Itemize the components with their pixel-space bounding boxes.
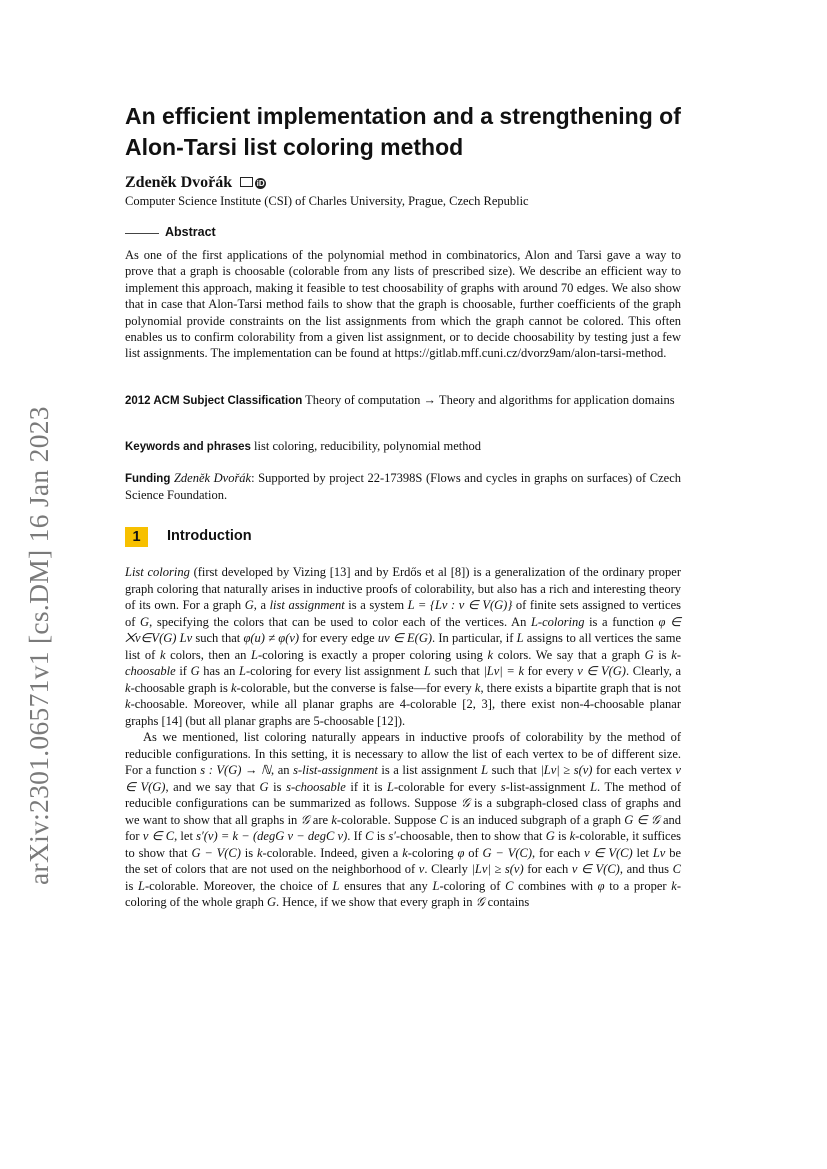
math-or-emphasis-run: |Lv| ≥ s(v)	[471, 862, 524, 876]
text-run: to a proper	[604, 878, 672, 893]
text-run: . Clearly, a	[625, 664, 682, 678]
text-run: -coloring	[407, 845, 458, 860]
text-run: , specifying the colors that can be used to color each of the vertices. An	[149, 614, 531, 629]
math-or-emphasis-run: k	[230, 680, 237, 695]
math-or-emphasis-run: C	[439, 812, 448, 827]
text-run: is a list assignment	[377, 763, 482, 777]
envelope-icon[interactable]	[240, 177, 253, 187]
text-run: . If	[347, 829, 366, 843]
section-title: Introduction	[167, 528, 252, 544]
text-run: . Clearly	[424, 862, 472, 876]
math-or-emphasis-run: G	[259, 779, 269, 794]
text-run: colors, then an	[165, 647, 252, 662]
text-run: for every	[524, 664, 578, 678]
arxiv-identifier-stamp: arXiv:2301.06571v1 [cs.DM] 16 Jan 2023	[23, 406, 54, 885]
math-or-emphasis-run: φ	[597, 878, 605, 893]
text-run: -coloring of the whole graph	[125, 878, 681, 909]
text-run: of finite sets assigned to vertices of	[125, 598, 681, 629]
text-run: has an	[199, 664, 240, 678]
funding-person: Zdeněk Dvořák	[173, 471, 252, 485]
math-or-emphasis-run: v ∈ C	[142, 829, 175, 843]
math-or-emphasis-run: s′	[388, 829, 396, 843]
text-run: is	[373, 829, 389, 843]
math-or-emphasis-run: k	[331, 812, 337, 827]
acm-label: 2012 ACM Subject Classification	[125, 395, 303, 407]
math-or-emphasis-run: s	[500, 779, 506, 794]
math-or-emphasis-run: G − V(C)	[191, 845, 241, 860]
math-or-emphasis-run: L	[251, 647, 258, 662]
math-or-emphasis-run: s′(v) = k − (degG v − degC v)	[196, 829, 348, 843]
math-or-emphasis-run: L	[432, 878, 440, 893]
funding-label: Funding	[125, 473, 171, 485]
math-or-emphasis-run: L	[590, 779, 598, 794]
section-number: 1	[125, 527, 148, 547]
funding-block	[125, 470, 681, 504]
text-run: -coloring for every list assignment	[245, 664, 424, 678]
math-or-emphasis-run: 𝒢	[300, 812, 310, 827]
paper-title: An efficient implementation and a strengthening of Alon-Tarsi list coloring method	[125, 103, 681, 160]
math-or-emphasis-run: k	[159, 647, 166, 662]
text-run: -choosable. Moreover, while all planar graphs are 4-colorable [2, 3], there exist non-4-choosable planar graphs [14] (but all planar graphs are 5-choosable [12]).	[125, 697, 681, 728]
keywords-label: Keywords and phrases	[125, 441, 251, 453]
text-run: -colorable. Moreover, the choice of	[145, 878, 333, 893]
math-or-emphasis-run: |Lv| = k	[483, 664, 524, 678]
math-or-emphasis-run: L	[481, 763, 489, 777]
author-icons	[240, 178, 266, 189]
text-run: -colorable, it suffices to show that	[125, 829, 682, 860]
math-or-emphasis-run: s-list-assignment	[293, 763, 378, 777]
text-run: is	[240, 845, 257, 860]
math-or-emphasis-run: L	[239, 664, 246, 678]
math-or-emphasis-run: k	[474, 680, 481, 695]
text-run: for each vertex	[592, 763, 676, 777]
paragraph	[125, 729, 681, 911]
math-or-emphasis-run: G − V(C)	[482, 845, 532, 860]
text-run: -coloring of	[439, 878, 506, 893]
math-or-emphasis-run: k	[487, 647, 494, 662]
text-run: is	[653, 647, 672, 662]
text-run: -colorable for every	[394, 779, 501, 794]
math-or-emphasis-run: L	[516, 631, 524, 645]
funding-text: : Supported by project 22-17398S (Flows and cycles in graphs on surfaces) of Czech Science Foundation.	[125, 471, 681, 503]
text-run: if	[175, 664, 191, 678]
text-run: let	[632, 845, 653, 860]
keywords-text: list coloring, reducibility, polynomial method	[254, 439, 481, 453]
text-run: is an induced subgraph of a graph	[447, 812, 625, 827]
paragraph	[125, 564, 681, 729]
text-run: , and we say that	[165, 779, 260, 794]
text-run: such that	[488, 763, 541, 777]
text-run: -choosable, then to show that	[395, 829, 546, 843]
text-run: -colorable. Suppose	[336, 812, 440, 827]
text-run: for every edge	[299, 631, 378, 645]
math-or-emphasis-run: s : V(G) → ℕ	[200, 763, 272, 777]
text-run: , and thus	[619, 862, 673, 876]
math-or-emphasis-run: G	[140, 614, 150, 629]
text-run: . In particular, if	[432, 631, 517, 645]
author-line	[125, 174, 266, 192]
abstract-label: Abstract	[165, 225, 216, 239]
text-run: is	[125, 878, 139, 893]
math-or-emphasis-run: φ(u) ≠ φ(v)	[243, 631, 300, 645]
math-or-emphasis-run: L-coloring	[530, 614, 585, 629]
text-run: are	[309, 812, 332, 827]
text-run: of	[464, 845, 483, 860]
text-run: and for	[125, 812, 681, 843]
text-run: As we mentioned, list coloring naturally appears in inductive proofs of colorability by the method of reducible configurations. In this setting, it is necessary to allow the list of each vertex to be of different size. For a function	[125, 730, 681, 777]
text-run: , an	[271, 763, 294, 777]
math-or-emphasis-run: L	[332, 878, 340, 893]
text-run: -list-assignment	[505, 779, 591, 794]
math-or-emphasis-run: |Lv| ≥ s(v)	[540, 763, 593, 777]
math-or-emphasis-run: φ ∈ ⨉v∈V(G) Lv	[125, 614, 681, 645]
text-run: -choosable graph is	[130, 680, 231, 695]
text-run: assigns to all vertices the same list of	[125, 631, 682, 662]
orcid-icon[interactable]: iD	[256, 179, 265, 188]
math-or-emphasis-run: 𝒢	[460, 796, 470, 810]
text-run: is a function	[584, 614, 659, 629]
text-run: such that	[430, 664, 484, 678]
text-run: -colorable, but the converse is false—for every	[236, 680, 475, 695]
math-or-emphasis-run: G	[644, 647, 654, 662]
math-or-emphasis-run: k-choosable	[125, 647, 681, 678]
math-or-emphasis-run: s-choosable	[286, 779, 346, 794]
math-or-emphasis-run: C	[365, 829, 374, 843]
text-run: for each	[523, 862, 572, 876]
math-or-emphasis-run: List coloring	[125, 565, 190, 579]
keywords-block	[125, 438, 681, 455]
math-or-emphasis-run: φ	[457, 845, 465, 860]
introduction-body	[125, 564, 681, 911]
text-run: , there exists a bipartite graph that is not	[480, 680, 681, 695]
text-run: colors. We say that a graph	[493, 647, 645, 662]
math-or-emphasis-run: k	[569, 829, 576, 843]
math-or-emphasis-run: v ∈ V(G)	[577, 664, 626, 678]
text-run: . The method of reducible configurations can be summarized as follows. Suppose	[125, 779, 681, 810]
text-run: ensures that any	[339, 878, 433, 893]
text-run: is	[268, 779, 287, 794]
text-run: such that	[192, 631, 244, 645]
math-or-emphasis-run: L	[387, 779, 394, 794]
text-run: -colorable. Indeed, given a	[262, 845, 403, 860]
abstract-heading	[125, 225, 681, 241]
math-or-emphasis-run: k	[256, 845, 263, 860]
text-run: if it is	[345, 779, 388, 794]
math-or-emphasis-run: G ∈ 𝒢	[624, 812, 660, 827]
text-run: , for each	[532, 845, 585, 860]
abstract-text: As one of the first applications of the polynomial method in combinatorics, Alon and Tarsi gave a way to prove that a graph is choosable (colorable from any lists of prescribed size). We describe an efficient way to implement this approach, making it feasible to test choosability of graphs with around 70 edges. We also show that in case that Alon-Tarsi method fails to show that the graph is choosable, further coefficients of the graph polynomial provide constraints on the list assignments from which the graph cannot be colored. This often enables us to confirm colorability from a given list assignment, or to decide choosability by testing just a few list assignments. The implementation can be found at https://gitlab.mff.cuni.cz/dvorz9am/alon-tarsi-method.	[125, 248, 681, 361]
math-or-emphasis-run: G	[545, 829, 555, 843]
text-run: is a subgraph-closed class of graphs and we want to show that all graphs in	[125, 796, 681, 827]
math-or-emphasis-run: L	[423, 664, 431, 678]
math-or-emphasis-run: v ∈ V(C)	[584, 845, 633, 860]
math-or-emphasis-run: L = {Lv : v ∈ V(G)}	[407, 598, 513, 612]
text-run: . Hence, if we show that every graph in	[276, 895, 476, 909]
math-or-emphasis-run: Lv	[652, 845, 666, 860]
math-or-emphasis-run: C	[505, 878, 514, 893]
text-run: is	[554, 829, 570, 843]
author-affiliation: Computer Science Institute (CSI) of Charles University, Prague, Czech Republic	[125, 194, 529, 208]
math-or-emphasis-run: k	[125, 697, 131, 711]
text-run: (first developed by Vizing [13] and by Erdős et al [8]) is a generalization of the ordinary proper graph coloring that naturally arises in inductive proofs of colorability, but also has a rich and interesting theory of its own. For a graph	[125, 565, 681, 612]
math-or-emphasis-run: G	[190, 664, 200, 678]
text-run: combines with	[513, 878, 598, 893]
math-or-emphasis-run: L	[138, 878, 145, 893]
text-run: be the set of colors that are not used on the neighborhood of	[125, 845, 681, 876]
math-or-emphasis-run: 𝒢	[475, 895, 485, 909]
math-or-emphasis-run: C	[672, 862, 681, 876]
abstract-rule	[125, 233, 159, 234]
math-or-emphasis-run: k	[402, 845, 408, 860]
text-run: , a	[253, 598, 270, 612]
text-run: , let	[174, 829, 197, 843]
math-or-emphasis-run: uv ∈ E(G)	[377, 631, 433, 645]
math-or-emphasis-run: v ∈ V(G)	[125, 763, 681, 794]
math-or-emphasis-run: list assignment	[269, 598, 345, 612]
math-or-emphasis-run: k	[125, 680, 131, 695]
math-or-emphasis-run: G	[244, 598, 254, 612]
math-or-emphasis-run: G	[266, 895, 277, 909]
text-run: -coloring is exactly a proper coloring using	[257, 647, 488, 662]
text-run: contains	[484, 895, 530, 909]
math-or-emphasis-run: v ∈ V(C)	[571, 862, 620, 876]
math-or-emphasis-run: v	[418, 862, 425, 876]
math-or-emphasis-run: k	[671, 878, 677, 893]
acm-classification	[125, 392, 681, 409]
text-run: is a system	[344, 598, 408, 612]
acm-text: Theory of computation → Theory and algorithms for application domains	[305, 393, 675, 407]
author-name: Zdeněk Dvořák	[125, 174, 233, 191]
